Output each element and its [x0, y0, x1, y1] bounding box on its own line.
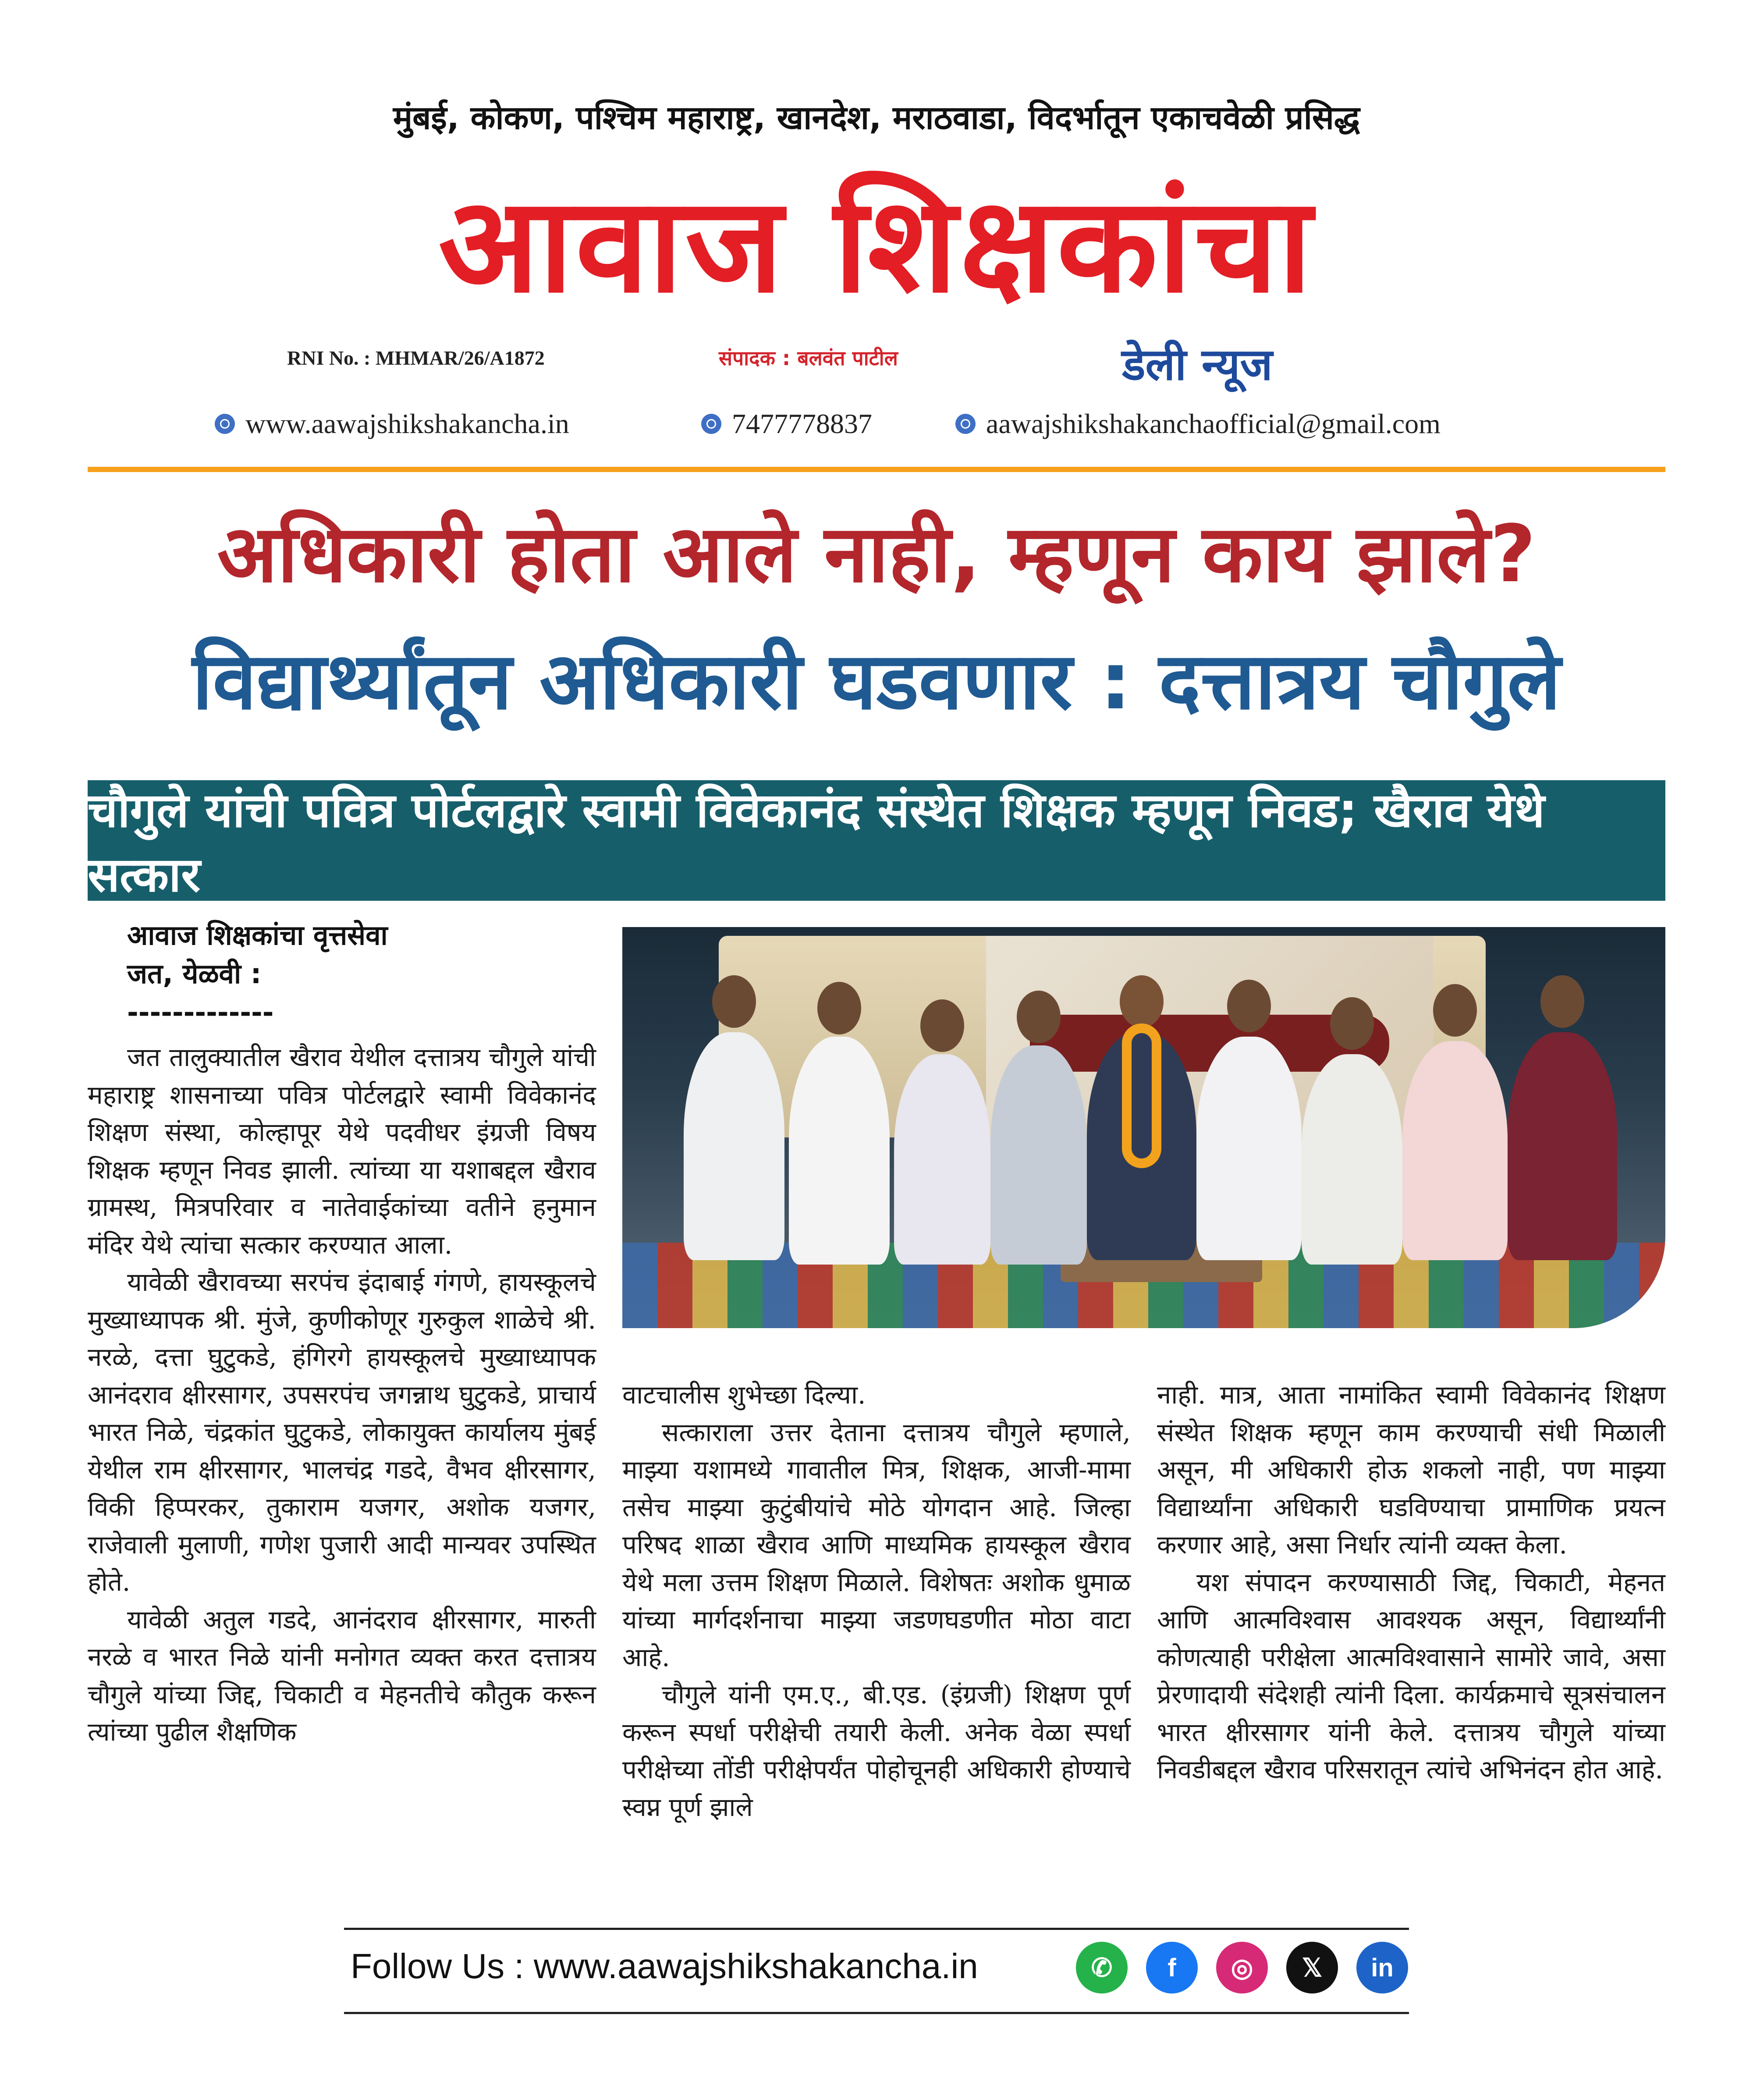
person-head — [817, 982, 861, 1034]
subheadline-band — [88, 780, 1665, 901]
byline-source: आवाज शिक्षकांचा वृत्तसेवा — [127, 919, 388, 951]
headline-primary: अधिकारी होता आले नाही, म्हणून काय झाले? — [217, 508, 1536, 600]
byline-place: जत, येळवी : — [127, 958, 262, 990]
website-contact[interactable] — [215, 408, 569, 440]
article-column-3 — [1157, 1376, 1665, 1789]
article-paragraph: यावेळी खैरावच्या सरपंच इंदाबाई गंगणे, हायस्कूलचे मुख्याध्यापक श्री. मुंजे, कुणीकोणूर गुरुकुल शाळेचे श्री. नरळे, दत्ता घुटुकडे, हंगिरगे हायस्कूलचे मुख्याध्यापक आनंदराव क्षीरसागर, उपसरपंच जगन्नाथ घुटुकडे, प्राचार्य भारत निळे, चंद्रकांत घुटुकडे, लोकायुक्त कार्यालय मुंबई येथील राम क्षीरसागर, भालचंद्र गडदे, वैभव क्षीरसागर, विकी हिप्परकर, तुकाराम यजगर, अशोक यजगर, राजेवाली मुलाणी, गणेश पुजारी आदी मान्यवर उपस्थित होते. — [88, 1267, 596, 1597]
person-figure — [1402, 1041, 1508, 1260]
garland — [1122, 1023, 1161, 1168]
rni-number: RNI No. : MHMAR/26/A1872 — [287, 347, 545, 369]
masthead-tagline: मुंबई, कोकण, पश्चिम महाराष्ट्र, खानदेश, मराठवाडा, विदर्भातून एकाचवेळी प्रसिद्ध — [393, 99, 1360, 137]
person-figure — [1302, 1054, 1402, 1265]
person-head — [1017, 991, 1061, 1043]
email-icon — [955, 414, 976, 434]
person-figure — [1196, 1037, 1302, 1260]
editor-name: संपादक : बलवंत पाटील — [719, 346, 898, 370]
globe-icon — [215, 414, 235, 434]
person-figure — [789, 1037, 890, 1265]
event-photo — [622, 927, 1665, 1328]
instagram-icon[interactable]: ◎ — [1216, 1942, 1268, 1993]
article-column-2 — [622, 1376, 1131, 1826]
whatsapp-icon[interactable]: ✆ — [1076, 1942, 1128, 1993]
edition-label: डेली न्यूज — [1122, 339, 1273, 390]
subheadline-text: चौगुले यांची पवित्र पोर्टलद्वारे स्वामी विवेकानंद संस्थेत शिक्षक म्हणून निवड; खैराव येथे सत्कार — [88, 783, 1545, 903]
person-figure — [894, 1054, 990, 1265]
person-head — [1120, 975, 1164, 1028]
footer-bottom-rule — [344, 2012, 1409, 2014]
phone-icon — [701, 414, 721, 434]
email-contact[interactable] — [955, 408, 1441, 440]
person-head — [1330, 997, 1374, 1050]
person-head — [1227, 980, 1271, 1032]
headline-secondary: विद्यार्थ्यांतून अधिकारी घडवणार : दत्तात्रय चौगुले — [192, 636, 1561, 727]
person-figure — [684, 1032, 784, 1260]
header-divider — [88, 467, 1665, 472]
article-paragraph: यावेळी अतुल गडदे, आनंदराव क्षीरसागर, मारुती नरळे व भारत निळे यांनी मनोगत व्यक्त करत दत्तात्रय चौगुले यांच्या जिद्द, चिकाटी व मेहनतीचे कौतुक करून त्यांच्या पुढील शैक्षणिक — [88, 1604, 596, 1747]
newspaper-title: आवाज शिक्षकांचा — [438, 169, 1315, 322]
article-paragraph: जत तालुक्यातील खैराव येथील दत्तात्रय चौगुले यांची महाराष्ट्र शासनाच्या पवित्र पोर्टलद्वारे स्वामी विवेकानंद शिक्षण संस्था, कोल्हापूर येथे पदवीधर इंग्रजी विषय शिक्षक म्हणून निवड झाली. त्यांच्या या यशाबद्दल खैराव ग्रामस्थ, मित्रपरिवार व नातेवाईकांच्या वतीने हनुमान मंदिर येथे त्यांचा सत्कार करण्यात आला. — [88, 1042, 596, 1260]
person-head — [1433, 984, 1477, 1037]
phone-contact[interactable] — [701, 408, 872, 440]
linkedin-icon[interactable]: in — [1356, 1942, 1408, 1993]
article-paragraph: सत्काराला उत्तर देताना दत्तात्रय चौगुले म्हणाले, माझ्या यशामध्ये गावातील मित्र, शिक्षक, आजी-मामा तसेच माझ्या कुटुंबीयांचे मोठे योगदान आहे. जिल्हा परिषद शाळा खैराव आणि माध्यमिक हायस्कूल खैराव येथे मला उत्तम शिक्षण मिळाले. विशेषतः अशोक धुमाळ यांच्या मार्गदर्शनाचा माझ्या जडणघडणीत मोठा वाटा आहे. — [622, 1417, 1131, 1672]
person-figure — [990, 1045, 1087, 1265]
footer-top-rule — [344, 1928, 1409, 1930]
follow-us-link[interactable]: Follow Us : www.aawajshikshakancha.in — [351, 1947, 978, 1986]
article-paragraph: नाही. मात्र, आता नामांकित स्वामी विवेकानंद शिक्षण संस्थेत शिक्षक म्हणून काम करण्याची संधी मिळाली असून, मी अधिकारी होऊ शकलो नाही, पण माझ्या विद्यार्थ्यांना अधिकारी घडविण्याचा प्रामाणिक प्रयत्न करणार आहे, असा निर्धार त्यांनी व्यक्त केला. — [1157, 1380, 1665, 1560]
person-head — [712, 975, 756, 1028]
person-figure — [1508, 1032, 1617, 1260]
x-icon[interactable]: 𝕏 — [1286, 1942, 1338, 1993]
article-paragraph: यश संपादन करण्यासाठी जिद्द, चिकाटी, मेहनत आणि आत्मविश्वास आवश्यक असून, विद्यार्थ्यांनी कोणत्याही परीक्षेला आत्मविश्वासाने सामोरे जावे, असा प्रेरणादायी संदेशही त्यांनी दिला. कार्यक्रमाचे सूत्रसंचालन भारत क्षीरसागर यांनी केले. दत्तात्रय चौगुले यांच्या निवडीबद्दल खैराव परिसरातून त्यांचे अभिनंदन होत आहे. — [1157, 1567, 1665, 1784]
byline — [127, 916, 388, 1032]
article-paragraph: वाटचालीस शुभेच्छा दिल्या. — [622, 1380, 866, 1410]
facebook-icon[interactable]: f — [1146, 1942, 1198, 1993]
article-column-1 — [88, 1039, 596, 1751]
website-text: www.aawajshikshakancha.in — [245, 408, 569, 439]
phone-text: 7477778837 — [732, 408, 872, 439]
byline-separator: ------------- — [127, 996, 274, 1028]
article-paragraph: चौगुले यांनी एम.ए., बी.एड. (इंग्रजी) शिक्षण पूर्ण करून स्पर्धा परीक्षेची तयारी केली. अनेक वेळा स्पर्धा परीक्षेच्या तोंडी परीक्षेपर्यंत पोहोचूनही अधिकारी होण्याचे स्वप्न पूर्ण झाले — [622, 1680, 1131, 1822]
person-head — [1540, 975, 1584, 1028]
email-text: aawajshikshakanchaofficial@gmail.com — [986, 408, 1441, 439]
person-head — [920, 999, 964, 1052]
